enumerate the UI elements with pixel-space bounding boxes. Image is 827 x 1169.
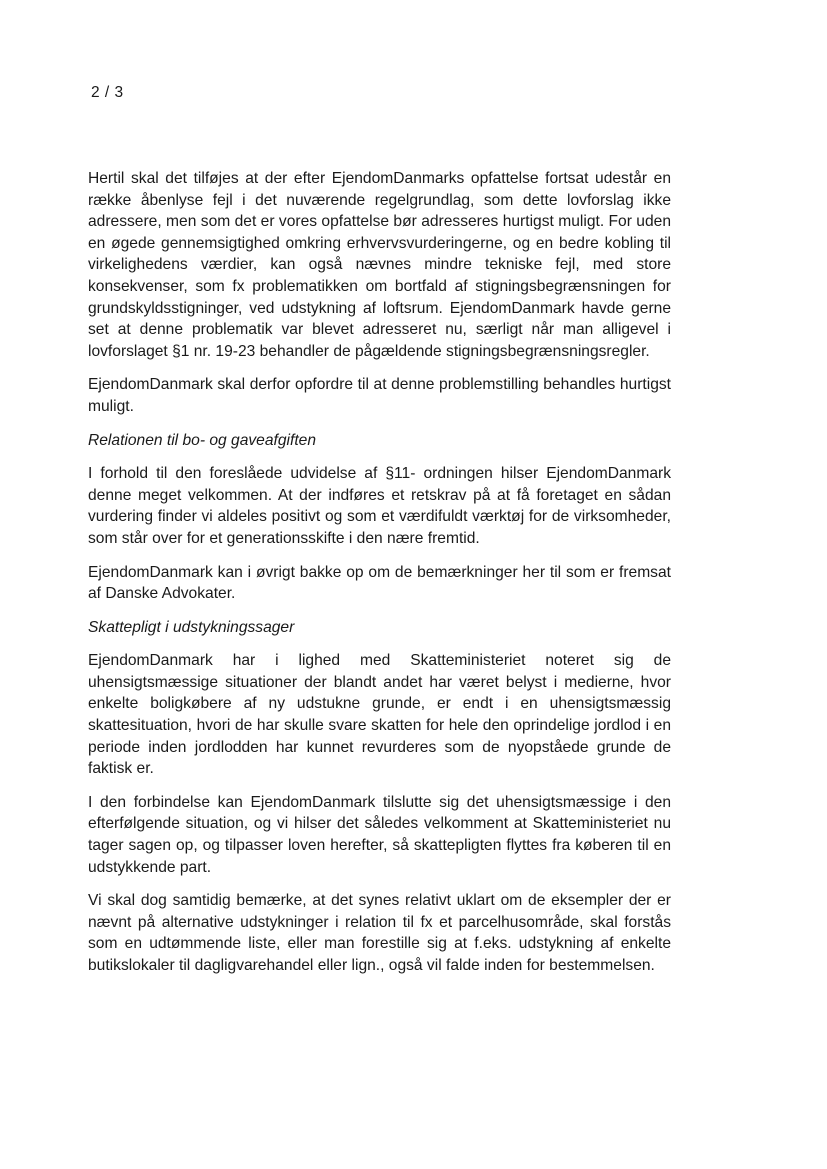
page-number: 2 / 3	[91, 84, 124, 101]
section-heading-skattepligt: Skattepligt i udstykningssager	[88, 618, 295, 636]
paragraph-danske-advokater: EjendomDanmark kan i øvrigt bakke op om de bemærkninger her til som er fremsat af Danske Advokater.	[88, 563, 671, 603]
paragraph-regulatory-errors: Hertil skal det tilføjes at der efter EjendomDanmarks opfattelse fortsat udestår en række åbenlyse fejl i det nuværende regelgrundlag, som dette lovforslag ikke adressere, men som det er vores opfattelse bør adresseres hurtigst muligt. For uden en øgede gennemsigtighed omkring erhvervsvurderingerne, og en bedre kobling til virkelighedens værdier, kan også nævnes mindre tekniske fejl, med store konsekvenser, som fx problematikken om bortfald af stigningsbegrænsningen for grundskyldsstigninger, ved udstykning af loftsrum. EjendomDanmark havde gerne set at denne problematik var blevet adresseret nu, særligt når man alligevel i lovforslaget §1 nr. 19-23 behandler de pågældende stigningsbegrænsningsregler.	[88, 170, 671, 360]
paragraph-urge-action: EjendomDanmark skal derfor opfordre til at denne problemstilling behandles hurtigst muligt.	[88, 376, 671, 415]
document-body	[88, 168, 671, 989]
paragraph-section-11: I forhold til den foreslåede udvidelse af §11- ordningen hilser EjendomDanmark denne meget velkommen. At der indføres et retskrav på at få foretaget en sådan vurdering finder vi aldeles positivt og som et værdifuldt værktøj for de virksomheder, som står over for et generationsskifte i den nære fremtid.	[88, 465, 671, 547]
paragraph-unclear-examples: Vi skal dog samtidig bemærke, at det synes relativt uklart om de eksempler der er nævnt på alternative udstykninger i relation til fx et parcelhusområde, skal forstås som en udtømmende liste, eller man forestille sig at f.eks. udstykning af enkelte butikslokaler til dagligvarehandel eller lign., også vil falde inden for bestemmelsen.	[88, 892, 671, 974]
paragraph-support-change: I den forbindelse kan EjendomDanmark tilslutte sig det uhensigtsmæssige i den efterfølgende situation, og vi hilser det således velkomment at Skatteministeriet nu tager sagen op, og tilpasser loven herefter, så skattepligten flyttes fra køberen til en udstykkende part.	[88, 793, 671, 876]
paragraph-media-situations: EjendomDanmark har i lighed med Skatteministeriet noteret sig de uhensigtsmæssige situationer der blandt andet har været belyst i medierne, hvor enkelte boligkøbere af ny udstukne grunde, er endt i en uhensigtsmæssig skattesituation, hvori de har skulle svare skatten for hele den oprindelige jordlod i en periode inden jordlodden har kunnet revurderes som de nyopståede grunde de faktisk er.	[88, 652, 671, 778]
section-heading-bo-gaveafgift: Relationen til bo- og gaveafgiften	[88, 431, 316, 449]
